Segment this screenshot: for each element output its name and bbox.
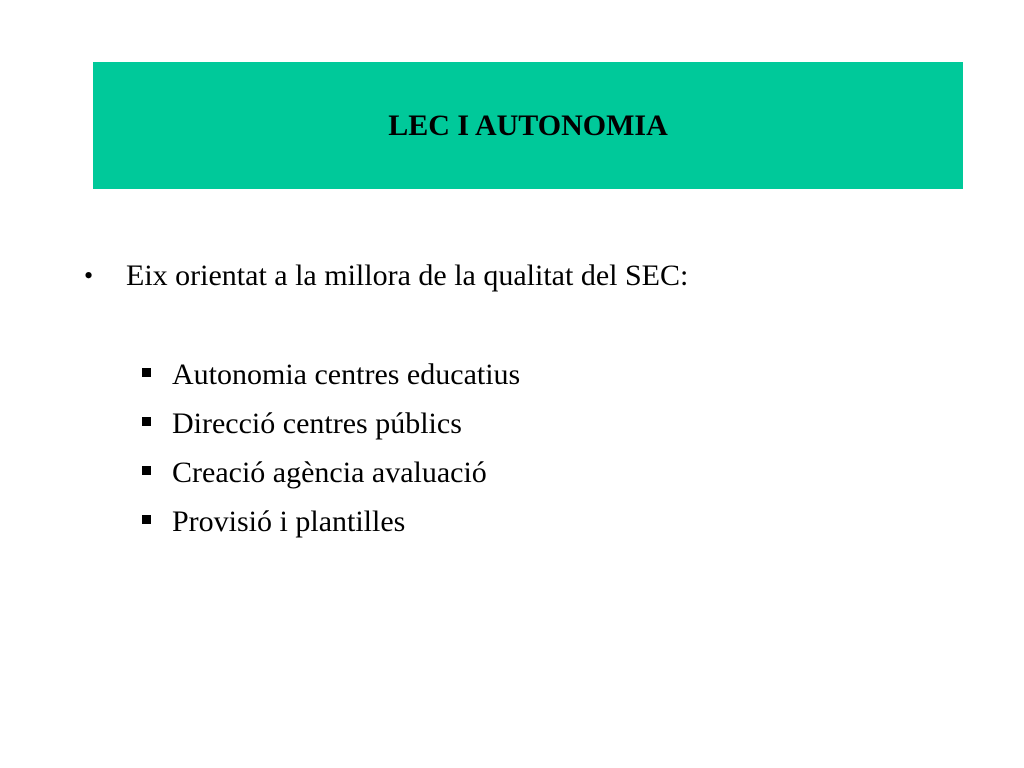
square-bullet-icon bbox=[142, 515, 151, 524]
slide-title: LEC I AUTONOMIA bbox=[388, 108, 668, 142]
sub-bullet-text: Creació agència avaluació bbox=[172, 455, 487, 489]
sub-bullet-item bbox=[142, 448, 1002, 497]
sub-bullet-list bbox=[142, 350, 1002, 546]
title-bar bbox=[93, 62, 963, 189]
sub-bullet-item bbox=[142, 497, 1002, 546]
main-bullet-item bbox=[84, 252, 984, 300]
square-bullet-icon bbox=[142, 417, 151, 426]
sub-bullet-text: Autonomia centres educatius bbox=[172, 357, 521, 391]
bullet-dot-icon: • bbox=[84, 261, 94, 290]
square-bullet-icon bbox=[142, 466, 151, 475]
main-bullet-text: Eix orientat a la millora de la qualitat del SEC: bbox=[126, 259, 689, 292]
sub-bullet-item bbox=[142, 399, 1002, 448]
square-bullet-icon bbox=[142, 368, 151, 377]
sub-bullet-text: Provisió i plantilles bbox=[172, 504, 406, 538]
sub-bullet-text: Direcció centres públics bbox=[172, 406, 462, 440]
sub-bullet-item bbox=[142, 350, 1002, 399]
